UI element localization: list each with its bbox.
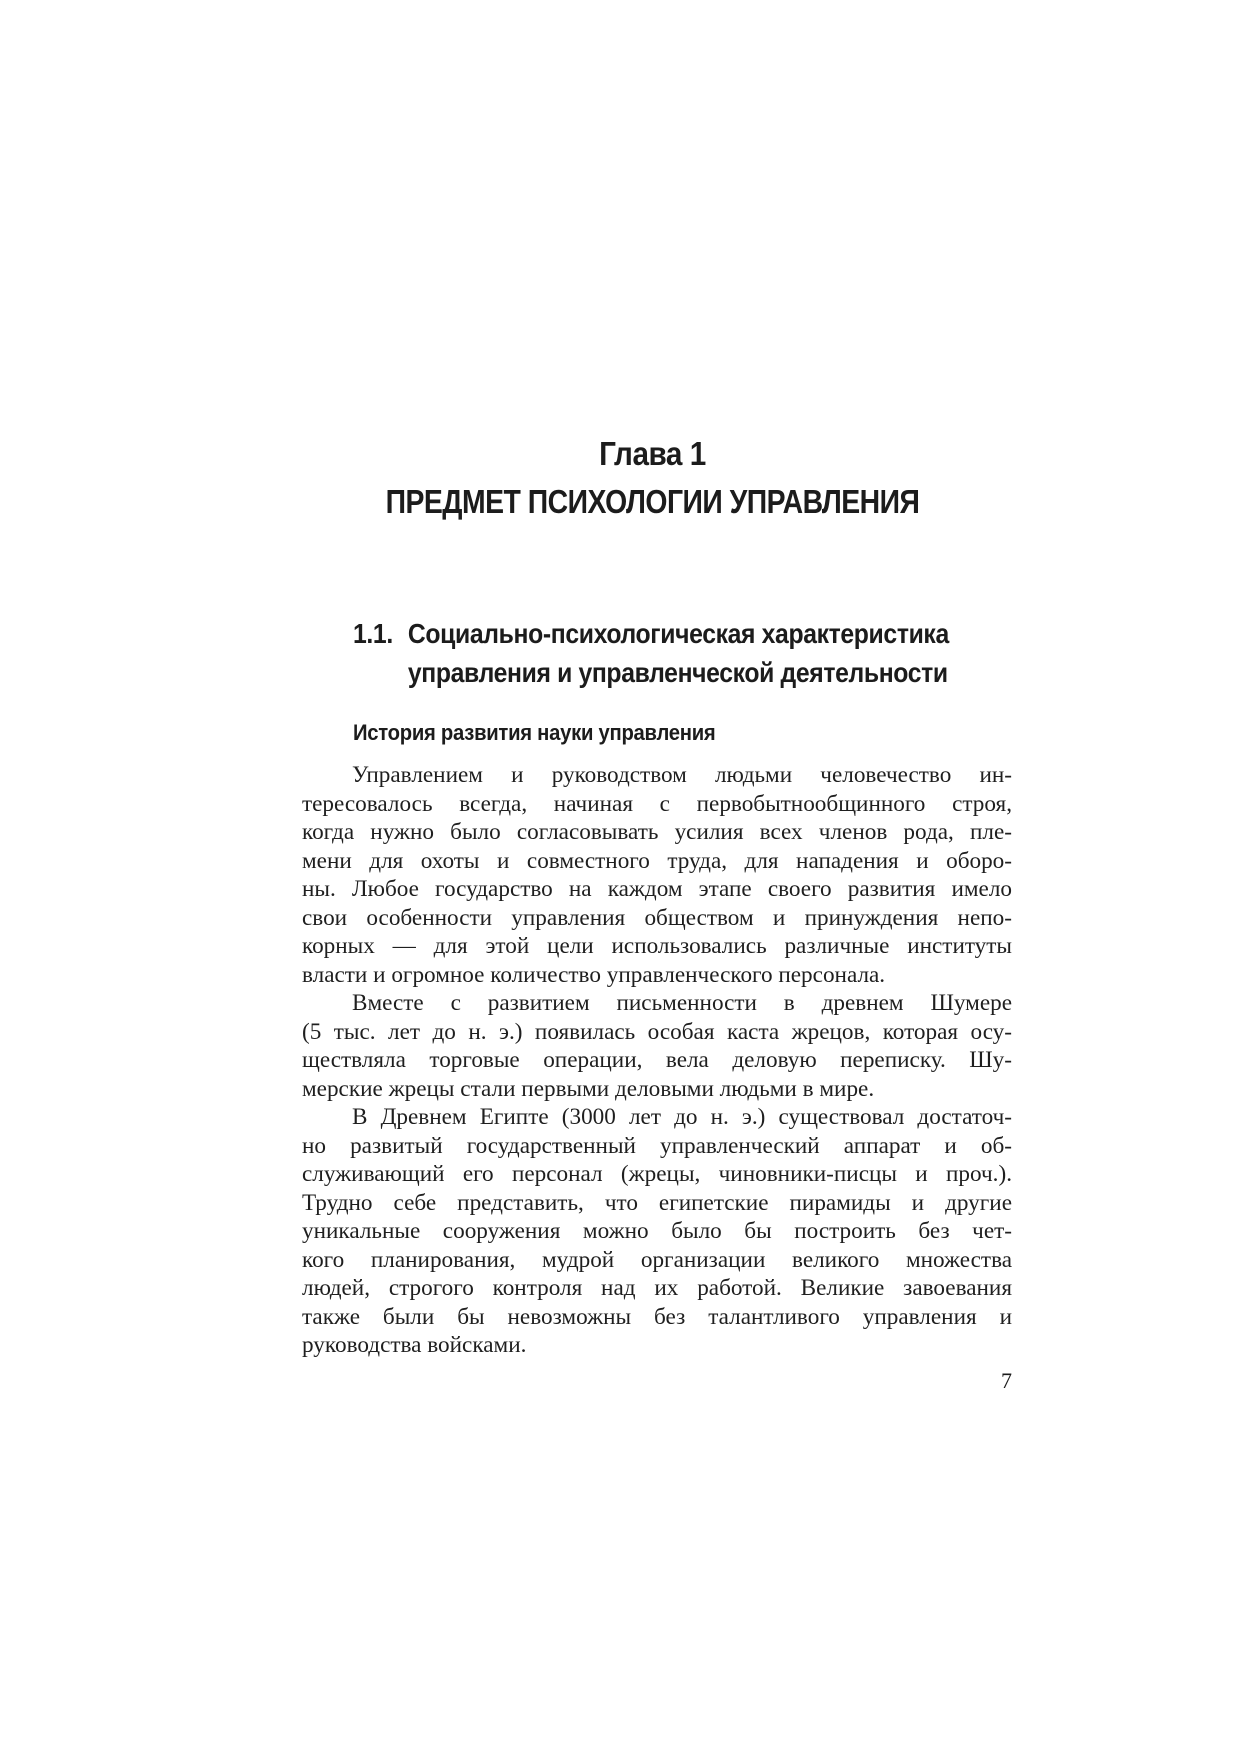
body-line: мерские жрецы стали первыми деловыми людьми в мире. (302, 1075, 875, 1102)
body-text (302, 761, 1012, 1360)
body-line: В Древнем Египте (3000 лет до н. э.) существовал достаточ- (352, 1104, 1012, 1130)
body-line: ществляла торговые операции, вела деловую переписку. Шу- (302, 1047, 1012, 1073)
chapter-title: ПРЕДМЕТ ПСИХОЛОГИИ УПРАВЛЕНИЯ (385, 483, 920, 520)
body-line: руководства войсками. (302, 1332, 527, 1358)
section-number: 1.1. (353, 618, 393, 649)
body-line: Трудно себе представить, что египетские пирамиды и другие (302, 1189, 1012, 1216)
subsection-heading: История развития науки управления (353, 720, 716, 745)
section-heading (353, 614, 983, 692)
body-line: людей, строгого контроля над их работой. Великие завоевания (302, 1275, 1012, 1301)
body-line: Вместе с развитием письменности в древнем Шумере (352, 990, 1012, 1016)
body-line: служивающий его персонал (жрецы, чиновники-писцы и проч.). (302, 1161, 1012, 1187)
body-line: когда нужно было согласовывать усилия всех членов рода, пле- (302, 819, 1012, 845)
body-line: корных — для этой цели использовались различные институты (302, 933, 1012, 959)
body-line: но развитый государственный управленческий аппарат и об- (302, 1132, 1012, 1159)
body-line: уникальные сооружения можно было бы построить без чет- (302, 1218, 1012, 1244)
body-line: свои особенности управления обществом и принуждения непо- (302, 904, 1012, 931)
section-title-line-1: Социально-психологическая характеристика (407, 618, 949, 649)
body-line: мени для охоты и совместного труда, для нападения и оборо- (302, 847, 1012, 874)
body-line: также были бы невозможны без талантливого управления и (302, 1303, 1012, 1330)
body-line: Управлением и руководством людьми человечество ин- (352, 762, 1012, 788)
body-line: (5 тыс. лет до н. э.) появилась особая каста жрецов, которая осу- (302, 1018, 1012, 1045)
body-line: кого планирования, мудрой организации великого множества (302, 1246, 1012, 1273)
body-line: ны. Любое государство на каждом этапе своего развития имело (302, 876, 1012, 902)
body-line: власти и огромное количество управленческого персонала. (302, 961, 886, 988)
body-line: тересовалось всегда, начиная с первобытнообщинного строя, (302, 790, 1012, 817)
chapter-label: Глава 1 (599, 435, 706, 472)
section-title-line-2: управления и управленческой деятельности (407, 657, 948, 688)
page-number: 7 (1001, 1368, 1012, 1393)
